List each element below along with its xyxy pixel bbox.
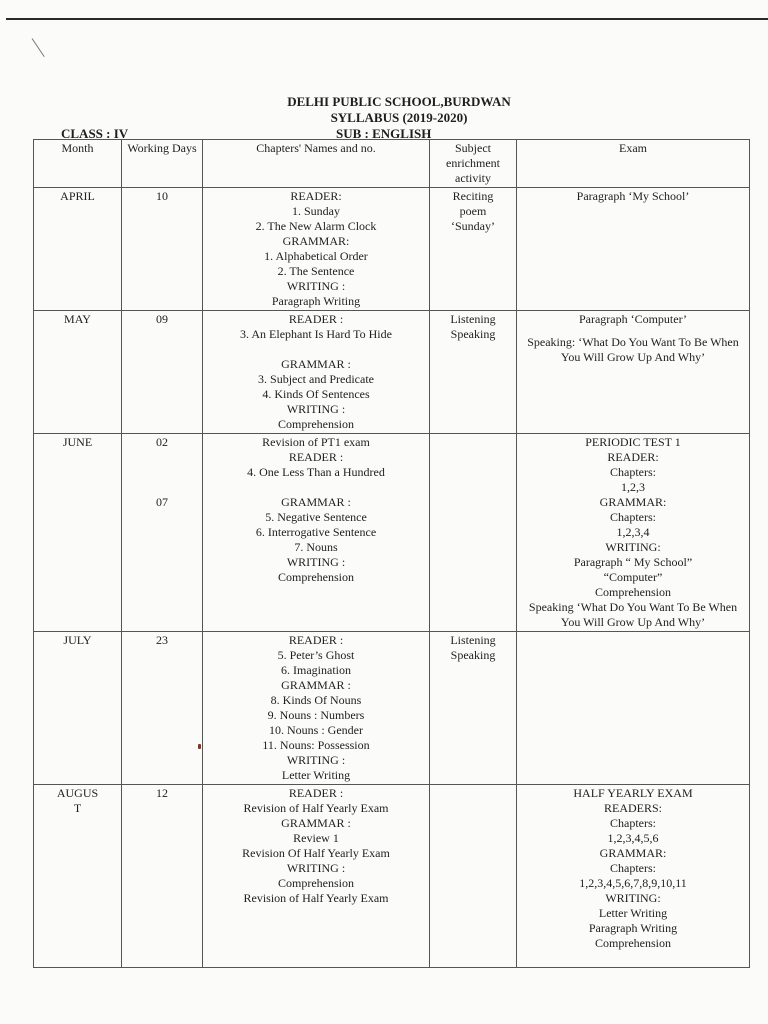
col-header-activity: Subject enrichment activity: [430, 140, 517, 188]
scan-mark: [32, 38, 45, 57]
month-cell: APRIL: [34, 188, 122, 311]
activity-cell: Reciting poem ‘Sunday’: [430, 188, 517, 311]
table-header-row: [34, 140, 750, 188]
syllabus-table: [33, 139, 750, 968]
exam-cell: PERIODIC TEST 1 READER: Chapters: 1,2,3 GRAMMAR: Chapters: 1,2,3,4 WRITING: Paragraph “ My School” “Computer” Comprehension Speaking ‘What Do You Want To Be When You Will Grow Up And Why’: [517, 434, 750, 632]
col-header-working-days: Working Days: [122, 140, 203, 188]
activity-cell: [430, 785, 517, 968]
col-header-chapters: Chapters' Names and no.: [203, 140, 430, 188]
table-row: [34, 188, 750, 311]
col-header-exam: Exam: [517, 140, 750, 188]
exam-cell: HALF YEARLY EXAM READERS: Chapters: 1,2,3,4,5,6 GRAMMAR: Chapters: 1,2,3,4,5,6,7,8,9,10,11 WRITING: Letter Writing Paragraph Writing Comprehension: [517, 785, 750, 968]
month-cell: JUNE: [34, 434, 122, 632]
ink-speck: [198, 744, 201, 749]
activity-cell: Listening Speaking: [430, 632, 517, 785]
table-row: [34, 311, 750, 434]
exam-cell: [517, 632, 750, 785]
table-row: [34, 632, 750, 785]
scan-top-border: [6, 18, 768, 20]
activity-cell: Listening Speaking: [430, 311, 517, 434]
subject-label: SUB : ENGLISH: [336, 126, 432, 141]
table-row: [34, 434, 750, 632]
days-cell: 09: [122, 311, 203, 434]
chapters-cell: READER: 1. Sunday 2. The New Alarm Clock GRAMMAR: 1. Alphabetical Order 2. The Sentence WRITING : Paragraph Writing: [203, 188, 430, 311]
month-cell: JULY: [34, 632, 122, 785]
exam-cell: Paragraph ‘My School’: [517, 188, 750, 311]
days-cell: 10: [122, 188, 203, 311]
month-cell: AUGUS T: [34, 785, 122, 968]
chapters-cell: READER : Revision of Half Yearly Exam GRAMMAR : Review 1 Revision Of Half Yearly Exam WRITING : Comprehension Revision of Half Yearly Exam: [203, 785, 430, 968]
days-cell: 23: [122, 632, 203, 785]
school-name: DELHI PUBLIC SCHOOL,BURDWAN: [287, 94, 511, 109]
days-cell: 02 07: [122, 434, 203, 632]
table-row: [34, 785, 750, 968]
days-cell: 12: [122, 785, 203, 968]
class-label: CLASS : IV: [61, 126, 129, 141]
exam-cell: Paragraph ‘Computer’ Speaking: ‘What Do You Want To Be When You Will Grow Up And Why’: [517, 311, 750, 434]
activity-cell: [430, 434, 517, 632]
month-cell: MAY: [34, 311, 122, 434]
chapters-cell: READER : 5. Peter’s Ghost 6. Imagination GRAMMAR : 8. Kinds Of Nouns 9. Nouns : Numbers 10. Nouns : Gender 11. Nouns: Possession WRITING : Letter Writing: [203, 632, 430, 785]
chapters-cell: READER : 3. An Elephant Is Hard To Hide GRAMMAR : 3. Subject and Predicate 4. Kinds Of Sentences WRITING : Comprehension: [203, 311, 430, 434]
col-header-month: Month: [34, 140, 122, 188]
syllabus-title: SYLLABUS (2019-2020): [330, 110, 468, 125]
chapters-cell: Revision of PT1 exam READER : 4. One Less Than a Hundred GRAMMAR : 5. Negative Sentence 6. Interrogative Sentence 7. Nouns WRITING : Comprehension: [203, 434, 430, 632]
